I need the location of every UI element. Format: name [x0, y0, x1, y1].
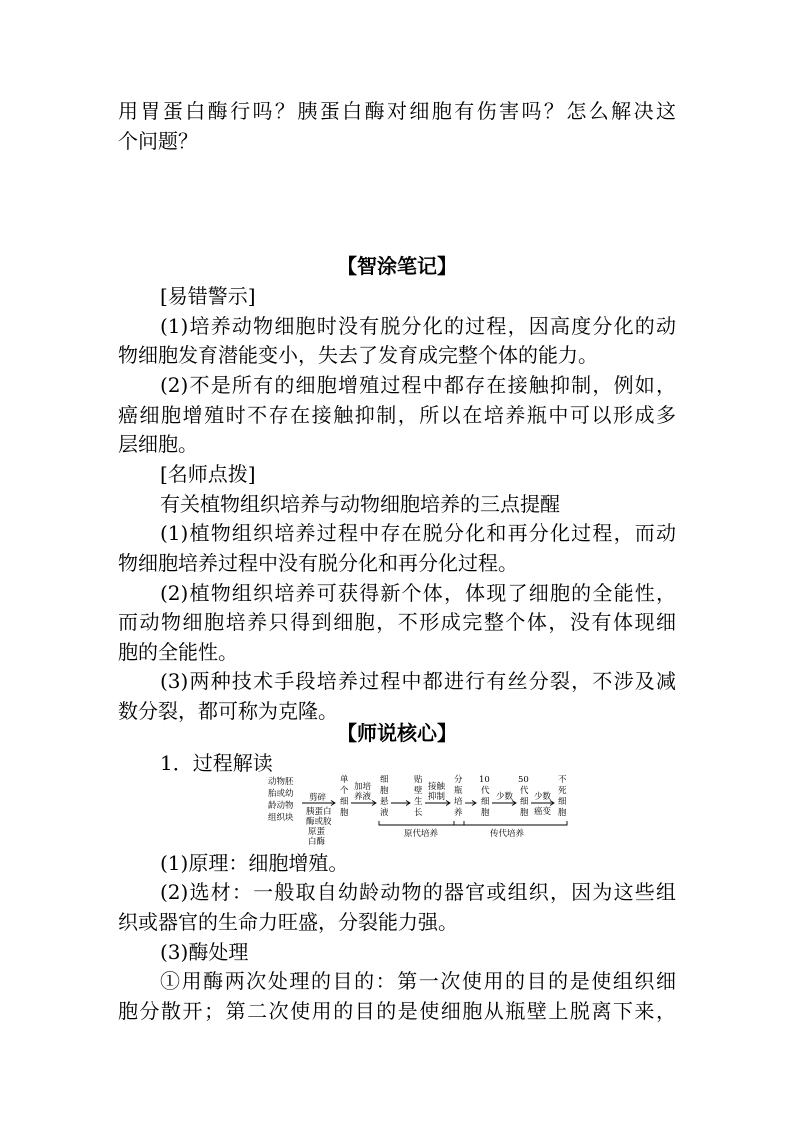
diagram-text: 细 — [481, 797, 490, 807]
paragraph-line: (3)酶处理 — [160, 940, 249, 964]
diagram-text: 加培 — [354, 782, 372, 792]
diagram-text: 原代培养 — [404, 829, 439, 839]
diagram-text: 接触 — [428, 782, 446, 792]
diagram-text: 养 — [454, 808, 463, 818]
diagram-text: 代 — [520, 786, 529, 796]
diagram-text: 贴 — [414, 775, 423, 785]
process-diagram — [268, 774, 568, 848]
diagram-text: 龄动物 — [268, 801, 294, 811]
diagram-text: 50 — [518, 775, 529, 785]
diagram-text: 胞 — [558, 808, 567, 818]
bracket-primary — [379, 821, 464, 825]
diagram-text: 传代培养 — [490, 829, 525, 839]
diagram-text: 白酶 — [308, 837, 326, 847]
paragraph-line: 物细胞培养过程中没有脱分化和再分化过程。 — [118, 551, 518, 575]
paragraph-line: 癌细胞增殖时不存在接触抑制，所以在培养瓶中可以形成多 — [118, 403, 676, 427]
paragraph-line: 层细胞。 — [118, 432, 198, 456]
diagram-text: 少数 — [534, 792, 552, 802]
diagram-text: 组织块 — [268, 813, 294, 823]
paragraph-line: 胞的全能性。 — [118, 640, 238, 664]
paragraph-line: (1)原理：细胞增殖。 — [160, 851, 349, 875]
section-heading: 1．过程解读 — [160, 751, 273, 775]
paragraph-line: (3)两种技术手段培养过程中都进行有丝分裂，不涉及减 — [160, 669, 676, 693]
paragraph-line: 用胃蛋白酶行吗？胰蛋白酶对细胞有伤害吗？怎么解决这 — [118, 99, 676, 123]
diagram-text: 液 — [380, 808, 389, 818]
diagram-text: 瓶 — [454, 786, 463, 796]
diagram-text: 少数 — [496, 792, 514, 802]
diagram-text: 单 — [340, 775, 349, 785]
diagram-text: 胞 — [520, 808, 529, 818]
diagram-text: 胎或幼 — [268, 789, 294, 799]
diagram-text: 酶或胶 — [306, 817, 332, 827]
label-easy-mistakes: [易错警示] — [160, 284, 256, 308]
diagram-text: 个 — [340, 786, 349, 796]
diagram-text: 死 — [558, 786, 567, 796]
diagram-text: 养液 — [354, 792, 372, 802]
paragraph-line: 数分裂，都可称为克隆。 — [118, 699, 338, 723]
diagram-text: 细 — [340, 797, 349, 807]
diagram-text: 生 — [414, 797, 423, 807]
paragraph-line: 织或器官的生命力旺盛，分裂能力强。 — [118, 910, 458, 934]
paragraph-line: 而动物细胞培养只得到细胞，不形成完整个体，没有体现细 — [118, 610, 676, 634]
diagram-text: 壁 — [414, 786, 423, 796]
paragraph-line: ①用酶两次处理的目的：第一次使用的目的是使组织细 — [160, 969, 676, 993]
diagram-text: 代 — [481, 786, 490, 796]
diagram-text: 胞 — [380, 786, 389, 796]
paragraph-line: (2)不是所有的细胞增殖过程中都存在接触抑制，例如， — [160, 373, 676, 397]
diagram-text: 分 — [454, 775, 463, 785]
paragraph-line: 个问题？ — [118, 129, 198, 153]
paragraph-line: 有关植物组织培养与动物细胞培养的三点提醒 — [160, 492, 560, 516]
diagram-text: 细 — [380, 775, 389, 785]
diagram-text: 胞 — [340, 808, 349, 818]
diagram-text: 悬 — [380, 797, 389, 807]
paragraph-line: (1)植物组织培养过程中存在脱分化和再分化过程，而动 — [160, 521, 676, 545]
bracket-subculture — [454, 821, 567, 825]
diagram-text: 动物胚 — [268, 777, 294, 787]
diagram-text: 胰蛋白 — [306, 807, 332, 817]
diagram-text: 细 — [558, 797, 567, 807]
diagram-text: 原蛋 — [308, 827, 326, 837]
paragraph-line: 胞分散开；第二次使用的目的是使细胞从瓶壁上脱离下来， — [118, 999, 676, 1023]
diagram-text: 不 — [558, 775, 567, 785]
paragraph-line: (1)培养动物细胞时没有脱分化的过程，因高度分化的动 — [160, 314, 676, 338]
section-title-notes: 【智涂笔记】 — [337, 254, 457, 278]
paragraph-line: 物细胞发育潜能变小，失去了发育成完整个体的能力。 — [118, 343, 598, 367]
diagram-text: 培 — [454, 797, 463, 807]
diagram-text: 细 — [520, 797, 529, 807]
diagram-text: 长 — [414, 808, 423, 818]
paragraph-line: (2)选材：一般取自幼龄动物的器官或组织，因为这些组 — [160, 880, 676, 904]
diagram-text: 抑制 — [428, 792, 446, 802]
label-teacher-tips: [名师点拨] — [160, 462, 256, 486]
paragraph-line: (2)植物组织培养可获得新个体，体现了细胞的全能性， — [160, 581, 676, 605]
diagram-text: 剪碎 — [309, 793, 327, 803]
diagram-text: 10 — [479, 775, 490, 785]
diagram-text: 癌变 — [534, 807, 552, 817]
diagram-text: 胞 — [481, 808, 490, 818]
section-title-core: 【师说核心】 — [337, 721, 457, 745]
